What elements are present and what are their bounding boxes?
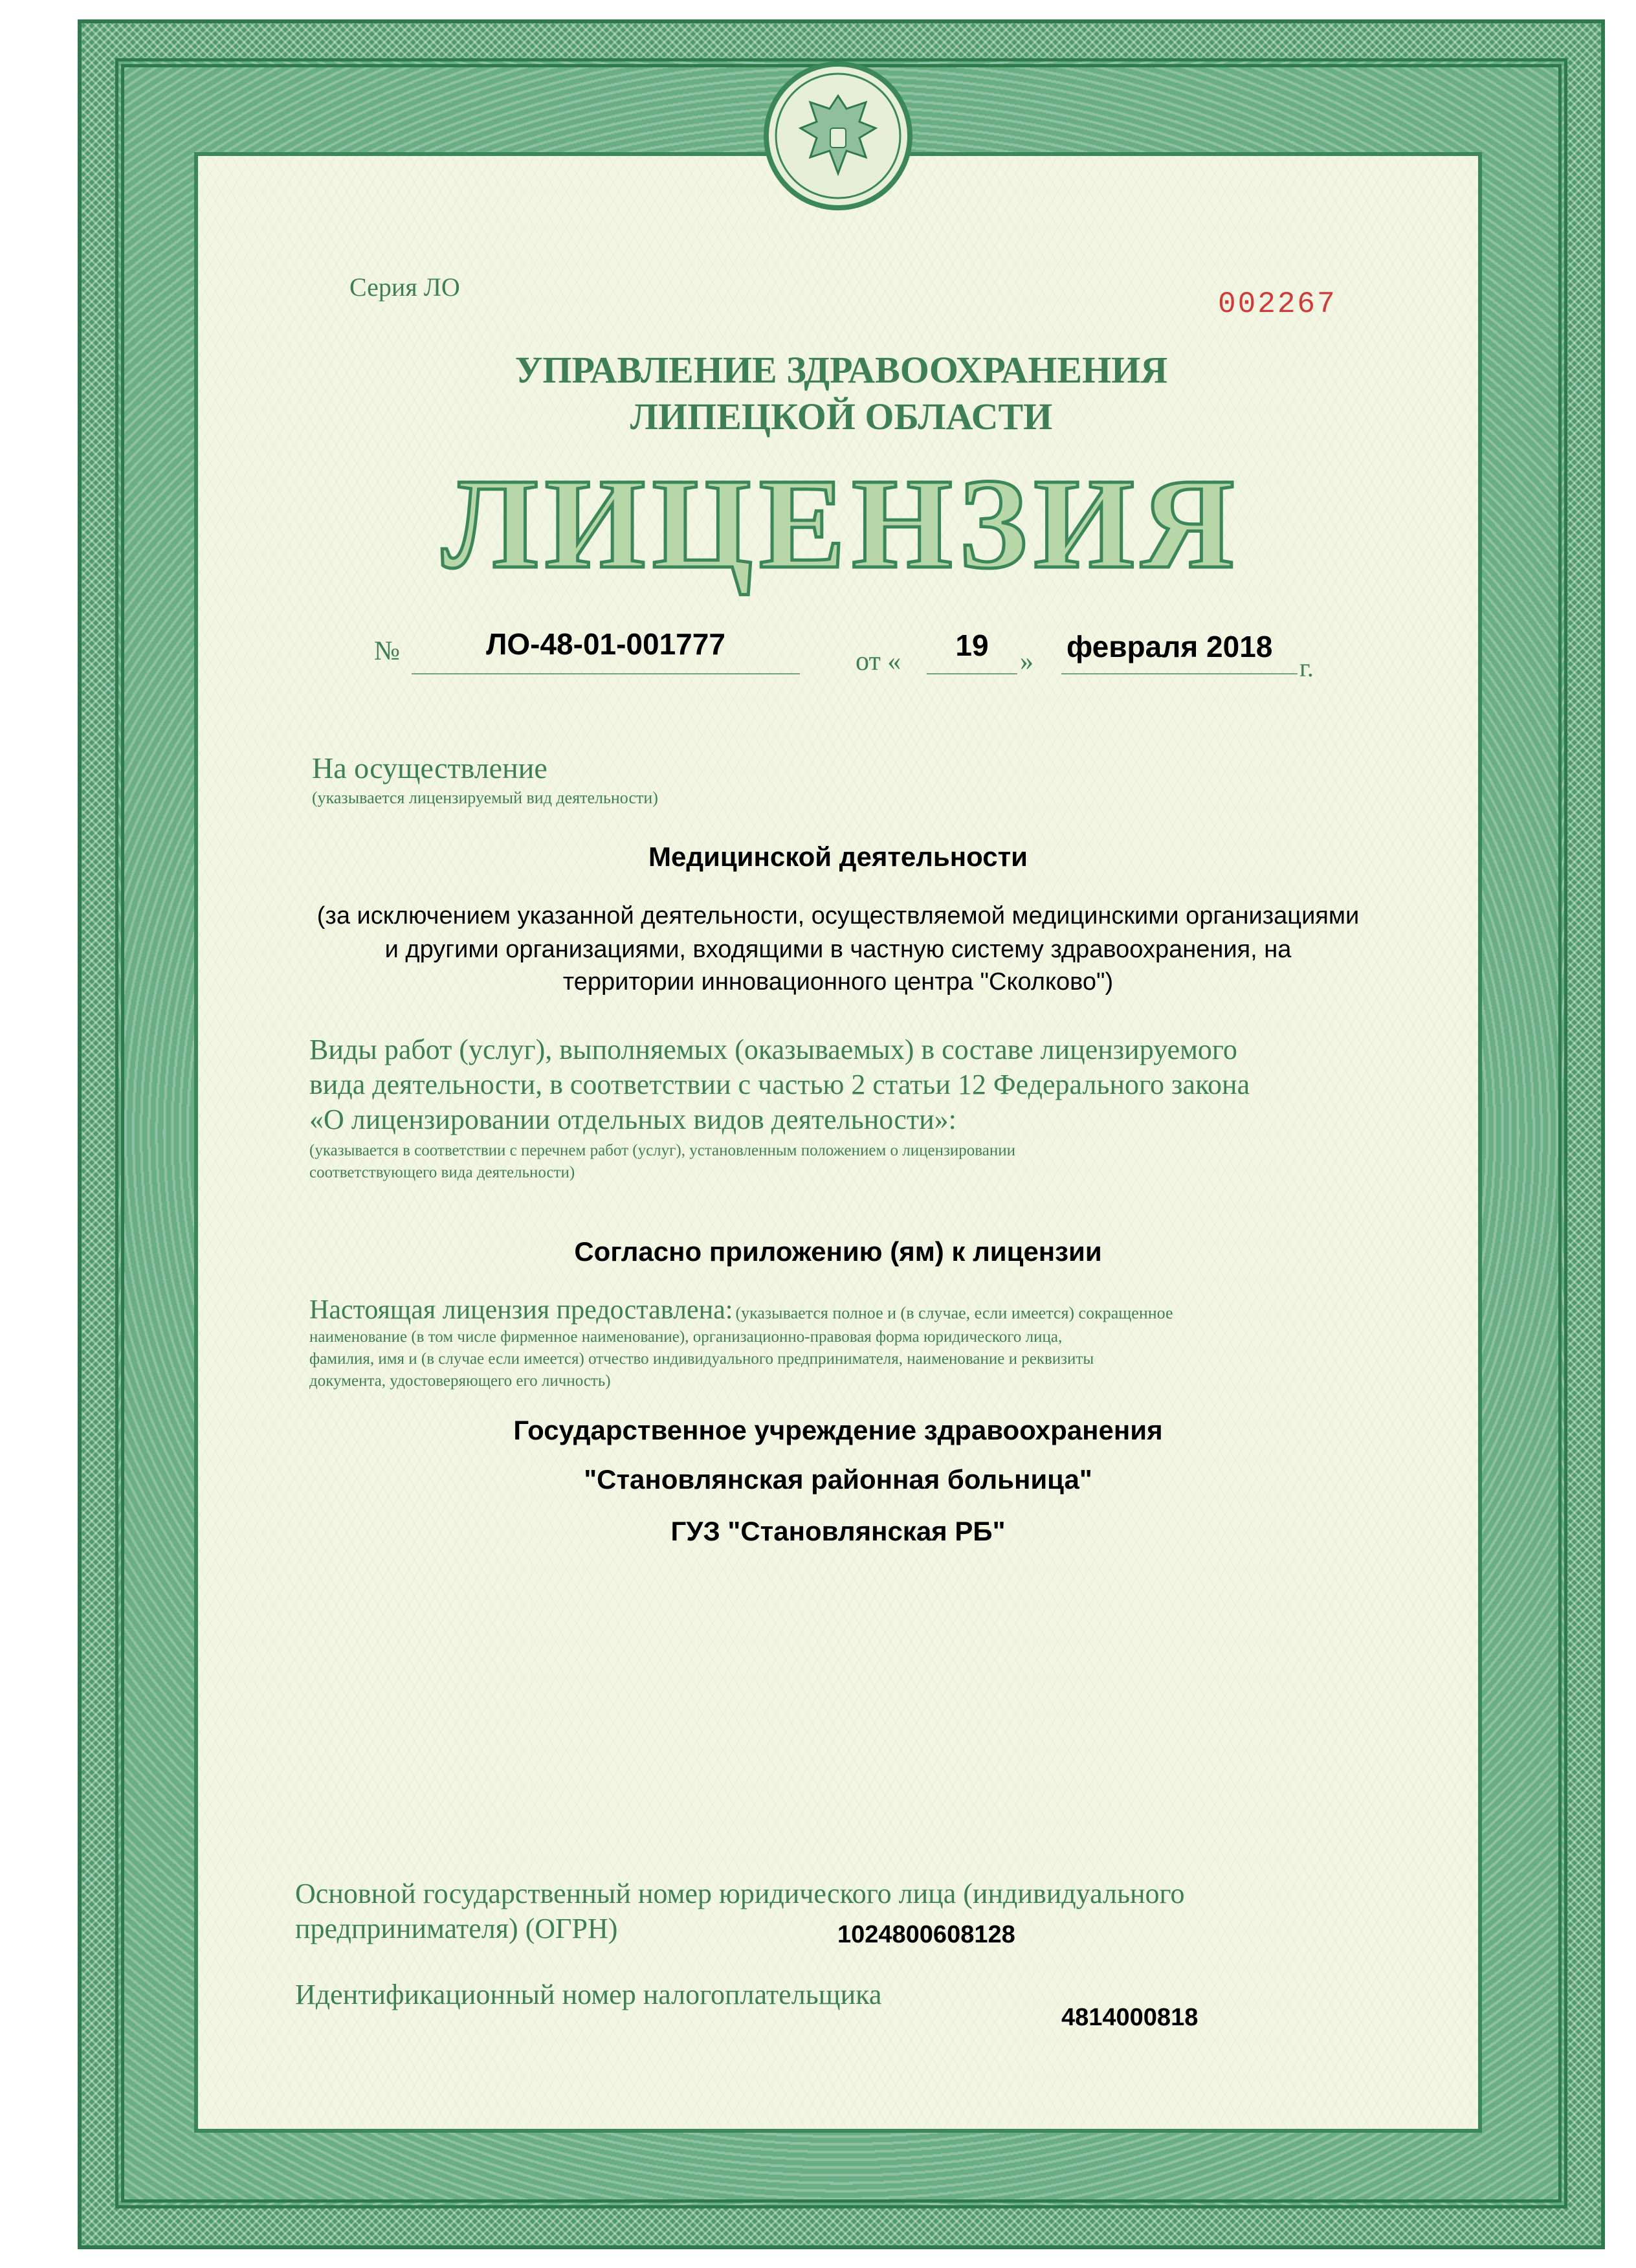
inn-value: 4814000818 <box>1061 2004 1199 2031</box>
works-value: Согласно приложению (ям) к лицензии <box>574 1236 1102 1267</box>
serial-number: 002267 <box>1218 287 1337 321</box>
number-sign: № <box>374 636 401 666</box>
holder-name-line-2: "Становлянская районная больница" <box>584 1464 1092 1495</box>
ogrn-label-line-2: предпринимателя) (ОГРН) <box>295 1913 618 1944</box>
coat-of-arms-emblem <box>764 61 912 210</box>
ogrn-label-line-1: Основной государственный номер юридического лица (индивидуального <box>295 1878 1185 1909</box>
activity-note-line-3: территории инновационного центра "Сколково") <box>562 968 1114 995</box>
works-hint-line-2: соответствующего вида деятельности) <box>309 1164 575 1181</box>
number-underline <box>412 673 800 674</box>
activity-note-line-2: и другими организациями, входящими в частную систему здравоохранения, на <box>384 936 1292 963</box>
works-hint-line-1: (указывается в соответствии с перечнем работ (услуг), установленным положением о лицензировании <box>309 1142 1015 1159</box>
inn-label: Идентификационный номер налогоплательщика <box>295 1979 882 2010</box>
authority-line-2: ЛИПЕЦКОЙ ОБЛАСТИ <box>630 395 1053 438</box>
license-day: 19 <box>955 628 989 662</box>
month-underline <box>1061 673 1298 674</box>
holder-hint-line-2: наименование (в том числе фирменное наименование), организационно-правовая форма юридического лица, <box>309 1328 1063 1346</box>
document-title: ЛИЦЕНЗИЯ <box>441 452 1241 595</box>
activity-note-line-1: (за исключением указанной деятельности, осуществляемой медицинскими организациями <box>316 902 1360 929</box>
holder-short-name: ГУЗ "Становлянская РБ" <box>670 1516 1006 1546</box>
day-underline <box>927 673 1017 674</box>
authority-line-1: УПРАВЛЕНИЕ ЗДРАВООХРАНЕНИЯ <box>514 349 1168 391</box>
holder-label: Настоящая лицензия предоставлена: <box>309 1295 733 1325</box>
works-line-1: Виды работ (услуг), выполняемых (оказываемых) в составе лицензируемого <box>309 1034 1237 1065</box>
activity-label: На осуществление <box>312 751 547 784</box>
ogrn-value: 1024800608128 <box>837 1921 1015 1948</box>
holder-label-row <box>309 1295 1173 1326</box>
license-month-year: февраля 2018 <box>1067 630 1273 663</box>
works-line-3: «О лицензировании отдельных видов деятельности»: <box>309 1104 956 1135</box>
holder-hint-line-1: (указывается полное и (в случае, если имеется) сокращенное <box>735 1304 1173 1322</box>
series-label: Серия ЛО <box>349 272 460 302</box>
holder-hint-line-3: фамилия, имя и (в случае если имеется) отчество индивидуального предпринимателя, наименование и реквизиты <box>309 1350 1094 1368</box>
works-line-2: вида деятельности, в соответствии с частью 2 статьи 12 Федерального закона <box>309 1069 1250 1100</box>
activity-hint: (указывается лицензируемый вид деятельности) <box>312 788 658 807</box>
double-headed-eagle-icon <box>769 67 907 205</box>
year-suffix: г. <box>1299 653 1314 682</box>
close-quote: » <box>1020 647 1034 676</box>
license-number: ЛО-48-01-001777 <box>486 627 725 661</box>
activity-value: Медицинской деятельности <box>648 841 1028 872</box>
holder-name-line-1: Государственное учреждение здравоохранения <box>513 1415 1163 1445</box>
holder-hint-line-4: документа, удостоверяющего его личность) <box>309 1372 611 1390</box>
from-label: от « <box>856 647 901 676</box>
